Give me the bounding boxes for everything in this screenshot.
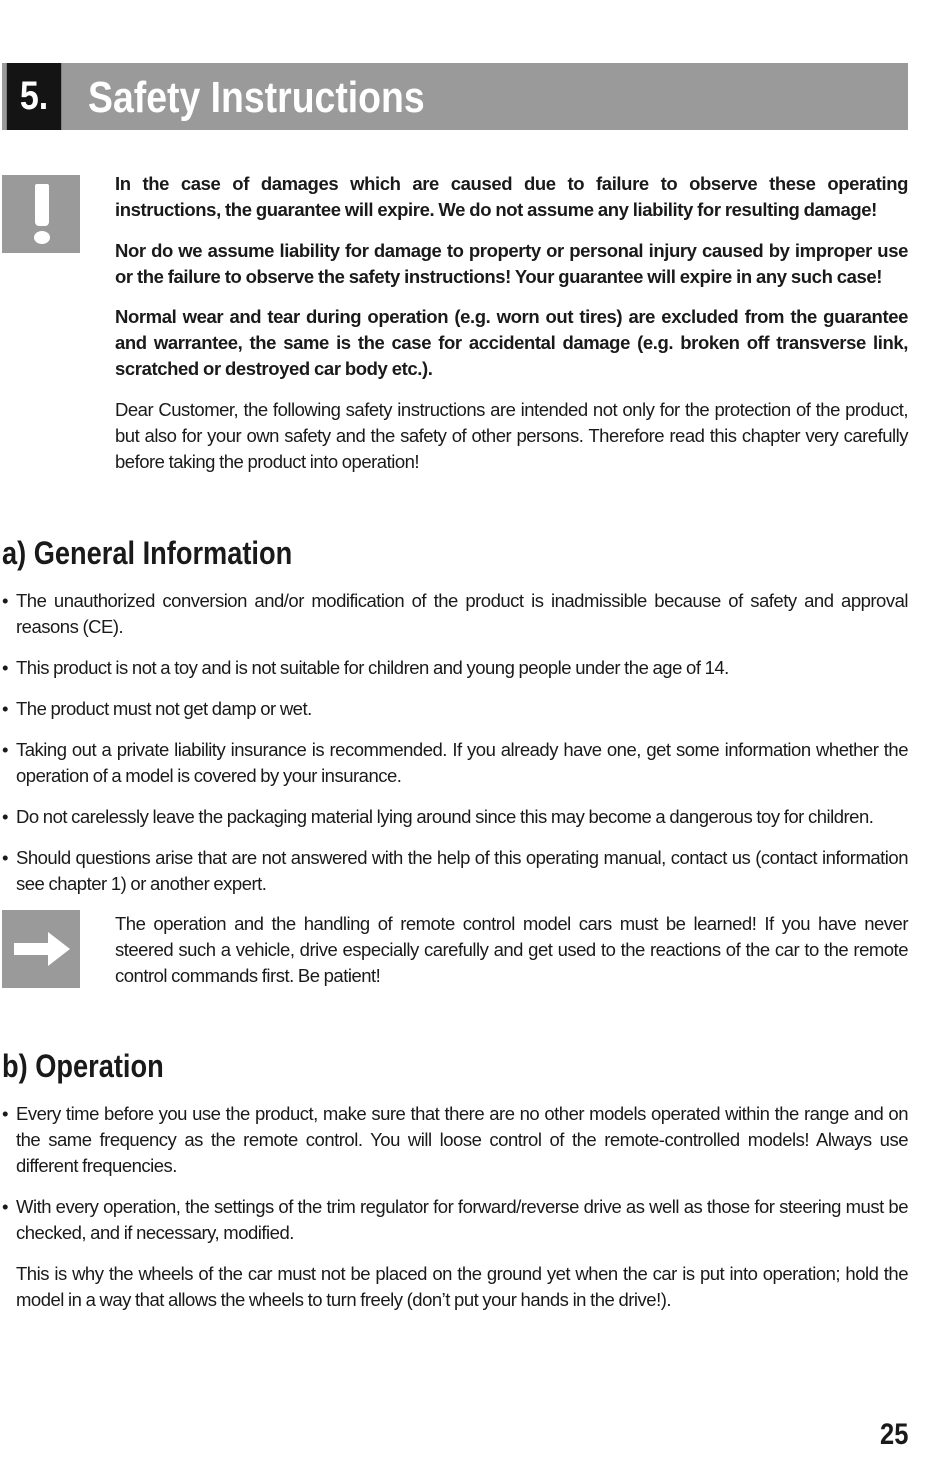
- list-item: • The product must not get damp or wet.: [2, 698, 312, 719]
- warning-paragraph-guarantee: In the case of damages which are caused due to failure to observe these operating instructions, the guarantee will expire. We do not assume any liability for resulting damage!: [115, 173, 908, 220]
- general-information-list: [2, 588, 908, 912]
- intro-paragraph: Dear Customer, the following safety instructions are intended not only for the protection of the product, but also for your own safety and the safety of other persons. Therefore read this chapter very carefully before taking the product into operation!: [115, 399, 908, 472]
- list-item: • Taking out a private liability insurance is recommended. If you already have one, get some information whether the operation of a model is covered by your insurance.: [2, 739, 908, 786]
- list-item: • With every operation, the settings of the trim regulator for forward/reverse drive as well as those for steering must be checked, and if necessary, modified.: [2, 1196, 908, 1243]
- page-number: 25: [879, 1418, 908, 1451]
- list-item: • Every time before you use the product, make sure that there are no other models operated within the range and on the same frequency as the remote control. You will loose control of the remote-controlled models! Always use different frequencies.: [2, 1103, 908, 1176]
- list-item: • Should questions arise that are not answered with the help of this operating manual, contact us (contact information see chapter 1) or another expert.: [2, 847, 908, 894]
- section-header: [2, 63, 908, 130]
- section-number: 5.: [7, 63, 61, 130]
- operation-paragraph: This is why the wheels of the car must not be placed on the ground yet when the car is put into operation; hold the model in a way that allows the wheels to turn freely (don’t put your hands in the drive!).: [16, 1263, 908, 1310]
- learning-note: The operation and the handling of remote control model cars must be learned! If you have never steered such a vehicle, drive especially carefully and get used to the reactions of the car to the remote control commands first. Be patient!: [115, 913, 908, 986]
- operation-list: [2, 1101, 908, 1261]
- section-title: Safety Instructions: [88, 73, 425, 122]
- warning-paragraph-wear: Normal wear and tear during operation (e.g. worn out tires) are excluded from the guarantee and warrantee, the same is the case for accidental damage (e.g. broken off transverse link, scratched or destroyed car body etc.).: [115, 306, 908, 379]
- list-item: • The unauthorized conversion and/or modification of the product is inadmissible because of safety and approval reasons (CE).: [2, 590, 908, 637]
- arrow-right-icon: [2, 910, 80, 988]
- list-item: • This product is not a toy and is not suitable for children and young people under the age of 14.: [2, 657, 729, 678]
- warning-paragraph-liability: Nor do we assume liability for damage to property or personal injury caused by improper use or the failure to observe the safety instructions! Your guarantee will expire in any such case!: [115, 240, 908, 287]
- operation-heading: b) Operation: [2, 1048, 164, 1084]
- list-item: • Do not carelessly leave the packaging material lying around since this may become a dangerous toy for children.: [2, 806, 874, 827]
- general-information-heading: a) General Information: [2, 535, 293, 571]
- exclamation-icon: [2, 175, 80, 253]
